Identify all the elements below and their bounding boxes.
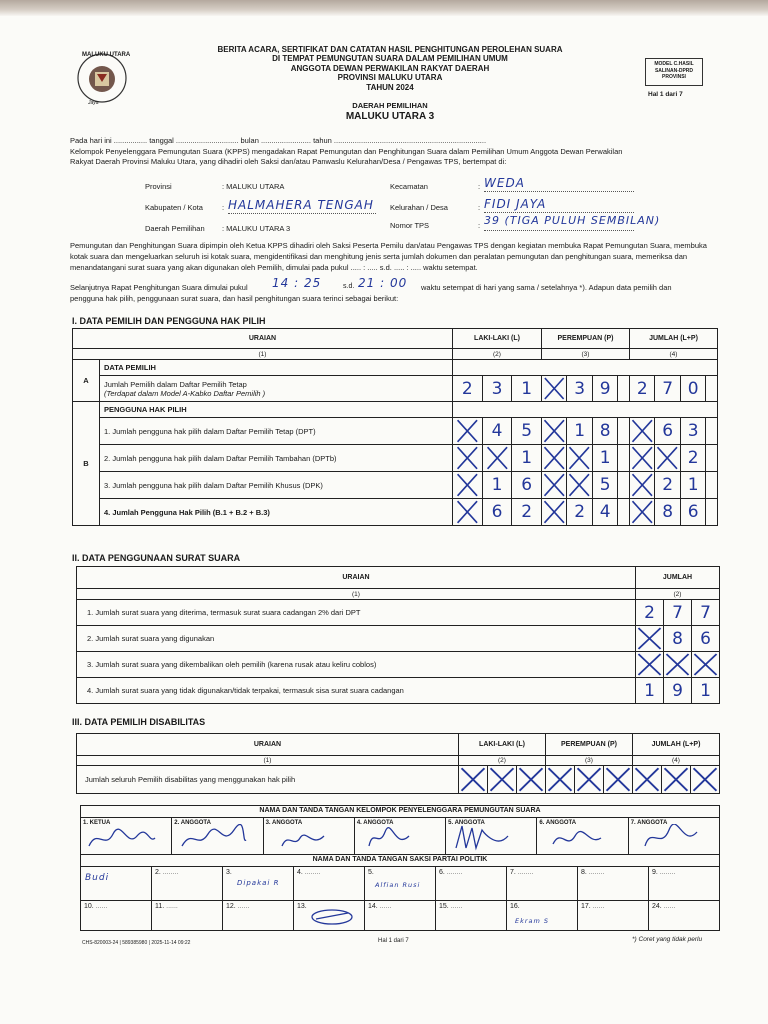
saksi-cell: 24. ...... [649, 901, 720, 931]
a-label-sub: (Terdapat dalam Model A-Kabko Daftar Pemilih ) [104, 388, 266, 398]
col-uraian: URAIAN [77, 567, 636, 589]
col-jumlah: JUMLAH (L+P) [633, 734, 720, 756]
col-num: (1) [77, 756, 459, 766]
b-row-2-label: 2. Jumlah pengguna hak pilih dalam Daftar Pemilih Tambahan (DPTb) [100, 445, 453, 472]
saksi-cell: 10. ...... [81, 901, 152, 931]
cross-cell [664, 652, 692, 678]
kelurahan-value: FIDI JAYA [484, 197, 547, 211]
saksi-cell: 2. ........ [152, 867, 223, 901]
tps-label: Nomor TPS [390, 221, 430, 230]
logo-text-bottom: Jaya [88, 100, 99, 106]
saksi-cell: 14. ...... [365, 901, 436, 931]
role-label: 7. ANGGOTA [630, 820, 668, 826]
paragraph-2-start: Selanjutnya Rapat Penghitungan Suara dimulai pukul [70, 283, 248, 292]
digit-cell: 4 [592, 499, 617, 526]
digit-cell [618, 418, 630, 445]
section-2-table [76, 566, 720, 704]
colon: : [222, 203, 225, 212]
colon: : [478, 182, 481, 191]
saksi-name: Ekram S [515, 917, 550, 925]
saksi-number: 10. [84, 903, 94, 910]
page-indicator: Hal 1 dari 7 [648, 91, 683, 98]
s2-row-1-label: 1. Jumlah surat suara yang diterima, termasuk surat suara cadangan 2% dari DPT [77, 600, 636, 626]
digit-cell: 1 [692, 678, 720, 704]
sd-text: s.d. [343, 283, 355, 290]
cross-cell [453, 499, 483, 526]
section-1-table [72, 328, 718, 526]
torn-edge [0, 0, 768, 16]
s2-row-2-label: 2. Jumlah surat suara yang digunakan [77, 626, 636, 652]
cross-cell [633, 766, 662, 794]
saksi-number: 7. [510, 869, 516, 876]
provinsi-label: Provinsi [145, 182, 172, 191]
digit-cell: 2 [567, 499, 592, 526]
paragraph-1: Pemungutan dan Penghitungan Suara dipimpin oleh Ketua KPPS dihadiri oleh Saksi Peserta Pemilu dan/atau Pengawas TPS dengan kegiatan membuka Rapat Pemungutan Suara, membuka kotak suara dan mengeluarkan seluruh isi kotak suara, mengidentifikasi dan menghitung jenis serta jumlah dokumen dan peralatan pemungutan dan penghitungan suara, memeriksa dan menandatangani surat suara yang akan digunakan oleh Pemilih, dimulai pada pukul ..... : ..... s.d. ..... : ..... waktu setempat. [70, 241, 707, 272]
cross-cell [567, 445, 592, 472]
cross-cell [630, 472, 655, 499]
role-label: 1. KETUA [83, 820, 111, 826]
digit-cell: 7 [655, 376, 680, 402]
col-num: (1) [77, 589, 636, 600]
digit-cell: 6 [482, 499, 512, 526]
kelurahan-label: Kelurahan / Desa [390, 203, 448, 212]
col-num: (4) [630, 349, 718, 360]
digit-cell: 2 [453, 376, 483, 402]
signature-icon [641, 824, 701, 852]
digit-cell: 2 [680, 445, 705, 472]
signature-icon [87, 826, 157, 852]
time-start: 14 : 25 [272, 276, 322, 290]
b-row-1-label: 1. Jumlah pengguna hak pilih dalam Daftar Pemilih Tetap (DPT) [100, 418, 453, 445]
cross-cell [542, 472, 567, 499]
cross-cell [691, 766, 720, 794]
digit-cell: 7 [692, 600, 720, 626]
intro-text: Pada hari ini [70, 136, 112, 145]
digit-cell: 6 [680, 499, 705, 526]
title-line: BERITA ACARA, SERTIFIKAT DAN CATATAN HASIL PENGHITUNGAN PEROLEHAN SUARA [217, 45, 563, 54]
digit-cell: 1 [592, 445, 617, 472]
col-num: (2) [453, 349, 542, 360]
col-num: (1) [73, 349, 453, 360]
model-line: SALINAN-DPRD [654, 67, 694, 74]
digit-cell [618, 376, 630, 402]
s2-row-4-label: 4. Jumlah surat suara yang tidak digunakan/tidak terpakai, termasuk sisa surat suara cadangan [77, 678, 636, 704]
cross-cell [482, 445, 512, 472]
role-label: 4. ANGGOTA [356, 820, 394, 826]
saksi-number: 14. [368, 903, 378, 910]
cross-cell [630, 418, 655, 445]
col-num: (4) [633, 756, 720, 766]
digit-cell: 9 [664, 678, 692, 704]
kpps-anggota-5 [446, 818, 537, 854]
title-line: DI TEMPAT PEMUNGUTAN SUARA DALAM PEMILIHAN UMUM [272, 54, 508, 64]
model-line: MODEL C.HASIL [654, 61, 694, 67]
cross-cell [662, 766, 691, 794]
digit-cell [618, 445, 630, 472]
model-box [645, 58, 703, 86]
signature-icon [452, 822, 512, 852]
col-jumlah: JUMLAH [636, 567, 720, 589]
digit-cell: 3 [482, 376, 512, 402]
a-row-label [100, 376, 453, 402]
footer-page: Hal 1 dari 7 [378, 938, 409, 944]
kpps-anggota-4 [355, 818, 446, 854]
model-line: PROVINSI [662, 74, 686, 80]
kpu-logo-icon [76, 52, 131, 104]
role-label: 6. ANGGOTA [539, 820, 577, 826]
saksi-number: 3. [226, 869, 232, 876]
digit-cell [706, 472, 718, 499]
digit-cell: 1 [567, 418, 592, 445]
kecamatan-value: WEDA [484, 176, 525, 190]
saksi-number: 11. [155, 903, 165, 910]
saksi-number: 8. [581, 869, 587, 876]
signature-icon [308, 905, 358, 927]
dotted-line [484, 191, 634, 192]
digit-cell: 6 [655, 418, 680, 445]
cross-cell [517, 766, 546, 794]
paragraph-2-end: waktu setempat di hari yang sama / setelahnya *). Adapun data pemilih dan [421, 283, 672, 292]
intro-text: tahun [313, 136, 332, 145]
digit-cell: 6 [692, 626, 720, 652]
b-title: PENGGUNA HAK PILIH [100, 402, 453, 418]
cross-cell [453, 445, 483, 472]
digit-cell: 7 [664, 600, 692, 626]
cross-cell [692, 652, 720, 678]
s3-row-label: Jumlah seluruh Pemilih disabilitas yang menggunakan hak pilih [77, 766, 459, 794]
saksi-name: Alfian Rusi [375, 881, 421, 889]
saksi-number: 4. [297, 869, 303, 876]
cross-cell [567, 472, 592, 499]
blank-cell [453, 360, 718, 376]
digit-cell: 1 [636, 678, 664, 704]
saksi-cell: 7. ........ [507, 867, 578, 901]
a-title: DATA PEMILIH [100, 360, 453, 376]
daerah-label: DAERAH PEMILIHAN [352, 101, 428, 110]
time-end: 21 : 00 [358, 276, 408, 290]
colon: : [478, 203, 481, 212]
digit-cell: 6 [512, 472, 542, 499]
saksi-number: 6. [439, 869, 445, 876]
intro-line-2: Kelompok Penyelenggara Pemungutan Suara (KPPS) mengadakan Rapat Pemungutan dan Penghitungan Suara dalam Pemilihan Umum Anggota Dewan Perwakilan [70, 147, 623, 156]
section-3-title: III. DATA PEMILIH DISABILITAS [72, 717, 206, 727]
digit-cell: 2 [655, 472, 680, 499]
code-b: B [73, 402, 100, 526]
section-3-table [76, 733, 720, 794]
digit-cell: 4 [482, 418, 512, 445]
intro-line-3: Rakyat Daerah Provinsi Maluku Utara, yang dihadiri oleh Saksi dan/atau Panwaslu Kelurahan/Desa / Pengawas TPS, bertempat di: [70, 157, 507, 166]
digit-cell: 5 [592, 472, 617, 499]
saksi-cell [294, 901, 365, 931]
kecamatan-label: Kecamatan [390, 182, 428, 191]
digit-cell: 2 [636, 600, 664, 626]
cross-cell [630, 499, 655, 526]
saksi-cell: 8. ........ [578, 867, 649, 901]
kabupaten-value: HALMAHERA TENGAH [228, 198, 374, 212]
digit-cell [706, 418, 718, 445]
signature-icon [365, 826, 415, 852]
kpps-anggota-7 [629, 818, 719, 854]
kpps-anggota-6 [537, 818, 628, 854]
saksi-name: Dipakai R [237, 879, 280, 887]
saksi-number: 12. [226, 903, 236, 910]
cross-cell [636, 626, 664, 652]
saksi-title: NAMA DAN TANDA TANGAN SAKSI PARTAI POLITIK [81, 855, 720, 867]
paragraph-3: pengguna hak pilih, penggunaan surat suara, dan hasil penghitungan suara terinci sebagai berikut: [70, 294, 399, 303]
title-line: ANGGOTA DEWAN PERWAKILAN RAKYAT DAERAH [290, 63, 490, 73]
document-title [180, 45, 600, 92]
col-num: (3) [542, 349, 630, 360]
col-jumlah: JUMLAH (L+P) [630, 329, 718, 349]
digit-cell: 2 [512, 499, 542, 526]
cross-cell [488, 766, 517, 794]
saksi-cell: 11. ...... [152, 901, 223, 931]
dapil-value: : MALUKU UTARA 3 [222, 224, 291, 233]
dotted-line [484, 230, 634, 231]
saksi-cell: 9. ........ [649, 867, 720, 901]
cross-cell [575, 766, 604, 794]
saksi-cell: 12. ...... [223, 901, 294, 931]
colon: : [478, 221, 481, 230]
dotted-line [228, 213, 376, 214]
intro-text: tanggal [149, 136, 174, 145]
saksi-cell [507, 901, 578, 931]
daerah-value: MALUKU UTARA 3 [345, 111, 435, 122]
col-uraian: URAIAN [73, 329, 453, 349]
saksi-number: 24. [652, 903, 662, 910]
kpps-ketua [81, 818, 172, 854]
signature-icon [549, 826, 605, 852]
cross-cell [453, 418, 483, 445]
digit-cell: 0 [680, 376, 705, 402]
cross-cell [546, 766, 575, 794]
digit-cell: 3 [567, 376, 592, 402]
saksi-cell: 6. ........ [436, 867, 507, 901]
digit-cell: 9 [592, 376, 617, 402]
code-a: A [73, 360, 100, 402]
saksi-number: 15. [439, 903, 449, 910]
b-row-3-label: 3. Jumlah pengguna hak pilih dalam Daftar Pemilih Khusus (DPK) [100, 472, 453, 499]
dotted-line [484, 212, 634, 213]
digit-cell: 8 [655, 499, 680, 526]
saksi-cell [365, 867, 436, 901]
provinsi-value: : MALUKU UTARA [222, 182, 285, 191]
saksi-cell: 17. ...... [578, 901, 649, 931]
kpps-row [81, 818, 720, 855]
intro-text: bulan [240, 136, 259, 145]
role-label: 3. ANGGOTA [265, 820, 303, 826]
saksi-number: 17. [581, 903, 591, 910]
footer-note: *) Coret yang tidak perlu [632, 936, 703, 943]
title-line: PROVINSI MALUKU UTARA [337, 73, 443, 83]
saksi-number: 2. [155, 869, 161, 876]
title-line: TAHUN 2024 [366, 82, 414, 92]
digit-cell: 3 [680, 418, 705, 445]
digit-cell: 8 [664, 626, 692, 652]
cross-cell [542, 418, 567, 445]
cross-cell [542, 499, 567, 526]
kpps-anggota-2 [172, 818, 263, 854]
footer-code: CHS-820003-24 | 589385980 | 2025-11-14 09:22 [82, 940, 191, 946]
cross-cell [542, 376, 567, 402]
role-label: 2. ANGGOTA [174, 820, 211, 826]
saksi-cell: 4. ........ [294, 867, 365, 901]
saksi-number: 16. [510, 903, 520, 910]
digit-cell [706, 499, 718, 526]
digit-cell: 2 [630, 376, 655, 402]
b-row-4-label: 4. Jumlah Pengguna Hak Pilih (B.1 + B.2 + B.3) [100, 499, 453, 526]
col-perempuan: PEREMPUAN (P) [546, 734, 633, 756]
signature-icon [278, 828, 328, 852]
digit-cell [706, 376, 718, 402]
digit-cell [706, 445, 718, 472]
dapil-label: Daerah Pemilihan [145, 224, 205, 233]
cross-cell [542, 445, 567, 472]
cross-cell [453, 472, 483, 499]
col-laki: LAKI-LAKI (L) [459, 734, 546, 756]
cross-cell [604, 766, 633, 794]
saksi-number: 13. [297, 903, 307, 910]
digit-cell: 1 [512, 445, 542, 472]
intro-line-1: Pada hari ini ................ tanggal .............................. bulan ........................ tahun ......................................................................... [70, 136, 487, 145]
a-label-main: Jumlah Pemilih dalam Daftar Pemilih Tetap [104, 379, 247, 389]
saksi-number: 9. [652, 869, 658, 876]
role-label: 5. ANGGOTA [448, 820, 485, 826]
cross-cell [459, 766, 488, 794]
kpps-anggota-3 [264, 818, 355, 854]
col-perempuan: PEREMPUAN (P) [542, 329, 630, 349]
col-laki: LAKI-LAKI (L) [453, 329, 542, 349]
section-1-title: I. DATA PEMILIH DAN PENGGUNA HAK PILIH [72, 316, 266, 326]
digit-cell: 8 [592, 418, 617, 445]
col-uraian: URAIAN [77, 734, 459, 756]
digit-cell [618, 472, 630, 499]
signature-table [80, 805, 720, 931]
digit-cell: 1 [512, 376, 542, 402]
section-2-title: II. DATA PENGGUNAAN SURAT SUARA [72, 553, 241, 563]
saksi-number: 5. [368, 869, 374, 876]
col-num: (3) [546, 756, 633, 766]
logo-text-top: MALUKU UTARA [82, 52, 131, 58]
saksi-cell [81, 867, 152, 901]
kpps-title: NAMA DAN TANDA TANGAN KELOMPOK PENYELENGGARA PEMUNGUTAN SUARA [81, 806, 720, 818]
tps-value: 39 (TIGA PULUH SEMBILAN) [484, 214, 661, 227]
saksi-name: Budi [85, 873, 110, 883]
digit-cell [618, 499, 630, 526]
signature-icon [178, 824, 248, 852]
cross-cell [630, 445, 655, 472]
cross-cell [655, 445, 680, 472]
blank-cell [453, 402, 718, 418]
saksi-cell [223, 867, 294, 901]
saksi-cell: 15. ...... [436, 901, 507, 931]
col-num: (2) [459, 756, 546, 766]
col-num: (2) [636, 589, 720, 600]
s2-row-3-label: 3. Jumlah surat suara yang dikembalikan oleh pemilih (karena rusak atau keliru coblos) [77, 652, 636, 678]
digit-cell: 5 [512, 418, 542, 445]
kabupaten-label: Kabupaten / Kota [145, 203, 203, 212]
digit-cell: 1 [482, 472, 512, 499]
cross-cell [636, 652, 664, 678]
digit-cell: 1 [680, 472, 705, 499]
